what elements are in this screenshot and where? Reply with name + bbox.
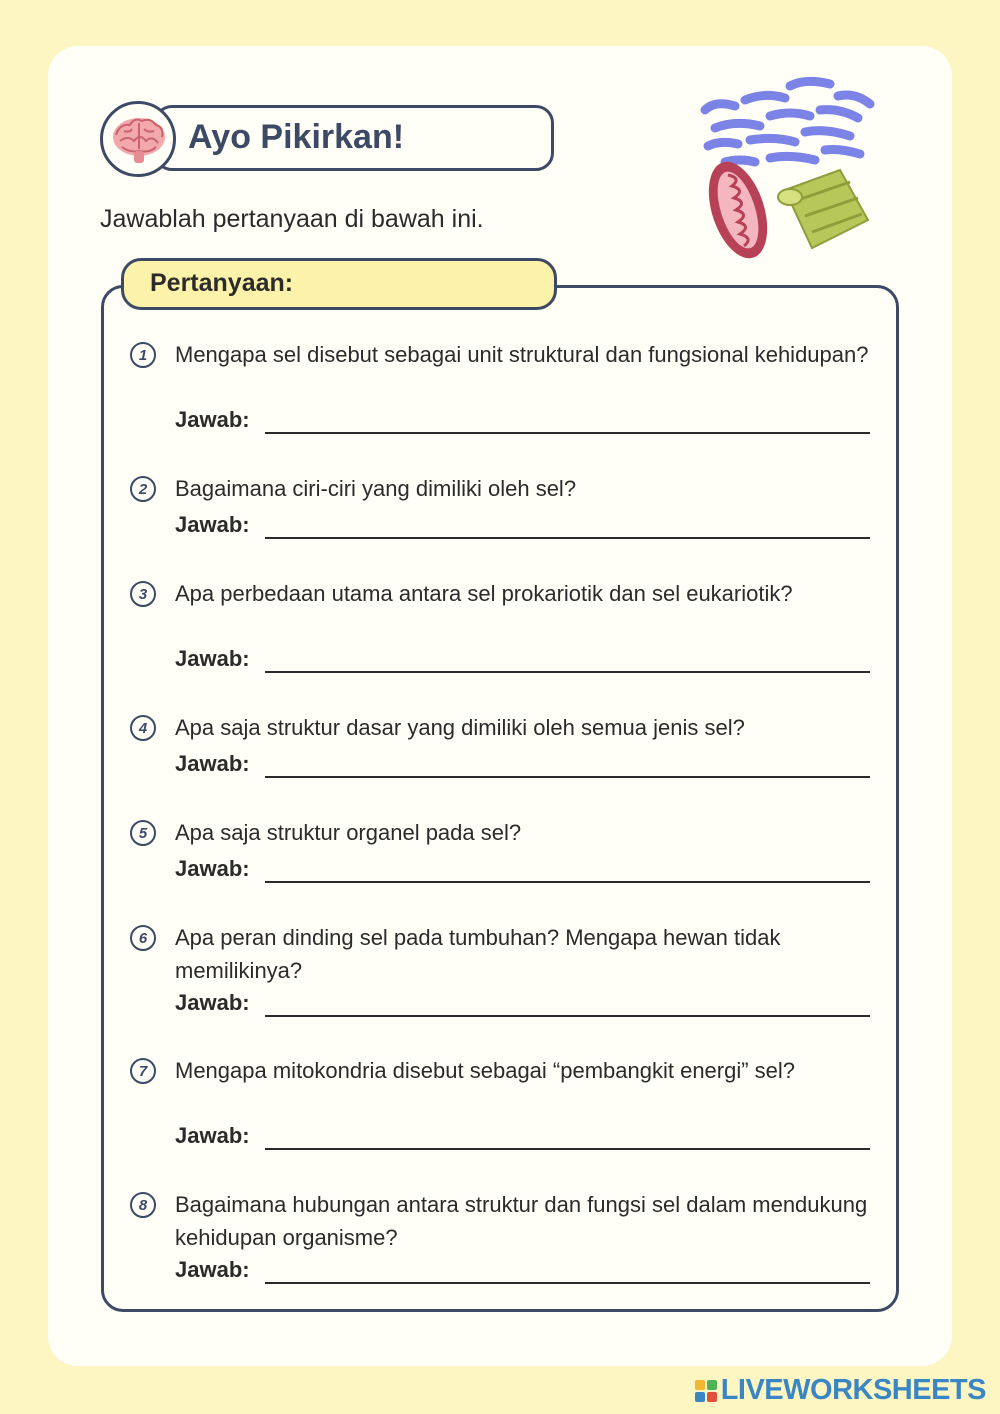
answer-row — [175, 856, 870, 886]
question-number: 8 — [130, 1192, 156, 1218]
answer-input-4[interactable] — [265, 776, 870, 778]
question-text: Apa peran dinding sel pada tumbuhan? Mengapa hewan tidak memilikinya? — [175, 925, 781, 983]
question-text: Apa saja struktur dasar yang dimiliki oleh semua jenis sel? — [175, 715, 745, 740]
liveworksheets-text: LIVEWORKSHEETS — [720, 1374, 986, 1406]
answer-input-7[interactable] — [265, 1148, 870, 1150]
chloroplast-icon — [778, 170, 868, 248]
answer-row — [175, 751, 870, 781]
answer-label: Jawab: — [175, 407, 250, 432]
question-text: Bagaimana ciri-ciri yang dimiliki oleh sel? — [175, 476, 577, 501]
question-text: Mengapa sel disebut sebagai unit struktural dan fungsional kehidupan? — [175, 342, 869, 367]
answer-label: Jawab: — [175, 512, 250, 537]
answer-label: Jawab: — [175, 646, 250, 671]
question-text: Apa perbedaan utama antara sel prokariotik dan sel eukariotik? — [175, 581, 793, 606]
instructions: Jawablah pertanyaan di bawah ini. — [100, 205, 484, 233]
answer-input-8[interactable] — [265, 1282, 870, 1284]
liveworksheets-watermark — [695, 1374, 986, 1407]
question-number: 5 — [130, 820, 156, 846]
answer-label: Jawab: — [175, 1257, 250, 1282]
answer-row — [175, 646, 870, 676]
mitochondria-icon — [698, 154, 778, 265]
answer-label: Jawab: — [175, 751, 250, 776]
page-title: Ayo Pikirkan! — [188, 118, 405, 156]
question-text: Bagaimana hubungan antara struktur dan fungsi sel dalam mendukung kehidupan organisme? — [175, 1192, 868, 1250]
answer-row — [175, 512, 870, 542]
answer-row — [175, 1257, 870, 1287]
question-number: 4 — [130, 715, 156, 741]
question-text: Mengapa mitokondria disebut sebagai “pembangkit energi” sel? — [175, 1058, 796, 1083]
answer-input-3[interactable] — [265, 671, 870, 673]
endoplasmic-reticulum-icon — [705, 81, 870, 162]
answer-label: Jawab: — [175, 1123, 250, 1148]
answer-input-5[interactable] — [265, 881, 870, 883]
question-number: 7 — [130, 1058, 156, 1084]
questions-panel — [101, 285, 899, 1312]
answer-label: Jawab: — [175, 856, 250, 881]
question-number: 3 — [130, 581, 156, 607]
cell-organelles-illustration — [690, 70, 890, 270]
brain-icon — [110, 113, 168, 167]
question-number: 6 — [130, 925, 156, 951]
question-number: 1 — [130, 342, 156, 368]
answer-input-6[interactable] — [265, 1015, 870, 1017]
answer-row — [175, 990, 870, 1020]
answer-label: Jawab: — [175, 990, 250, 1015]
liveworksheets-logo-icon — [695, 1380, 717, 1402]
answer-input-2[interactable] — [265, 537, 870, 539]
question-number: 2 — [130, 476, 156, 502]
brain-badge — [100, 101, 176, 177]
answer-row — [175, 407, 870, 437]
question-text: Apa saja struktur organel pada sel? — [175, 820, 522, 845]
questions-heading: Pertanyaan: — [150, 269, 294, 297]
answer-input-1[interactable] — [265, 432, 870, 434]
answer-row — [175, 1123, 870, 1153]
